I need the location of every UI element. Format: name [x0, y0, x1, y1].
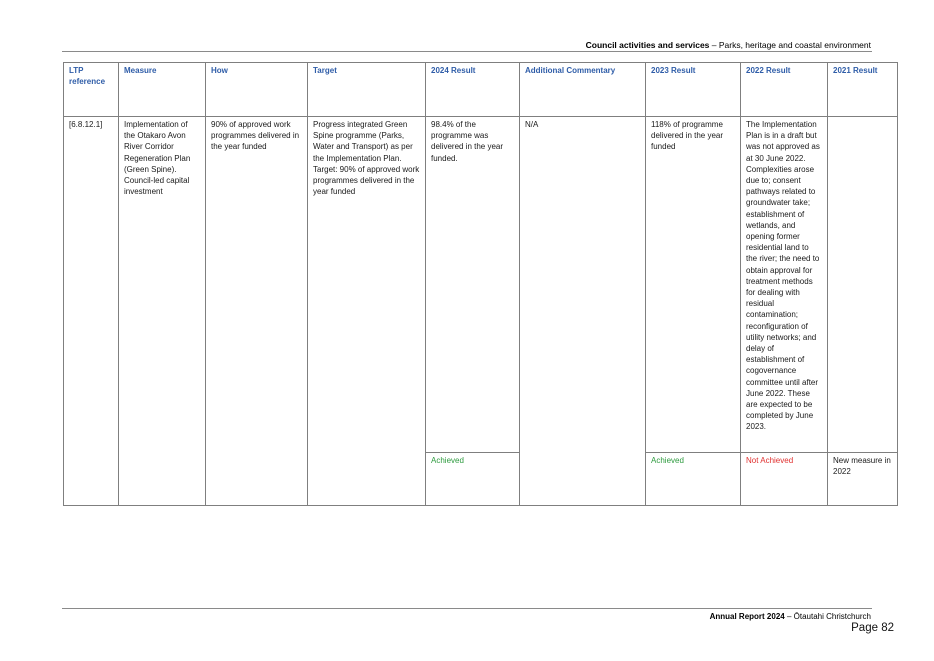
report-city: – Ōtautahi Christchurch [784, 612, 871, 621]
report-footer [330, 612, 871, 621]
header-divider [62, 51, 872, 52]
status-2022: Not Achieved [741, 453, 828, 506]
cell-2021-result [828, 117, 898, 453]
col-header-how: How [206, 63, 308, 117]
cell-2024-result: 98.4% of the programme was delivered in the year funded. [426, 117, 520, 453]
table-header-row [64, 63, 898, 117]
footer-divider [62, 608, 872, 609]
table-row [64, 117, 898, 453]
cell-how: 90% of approved work programmes delivered in the year funded [206, 117, 308, 506]
col-header-2021-result: 2021 Result [828, 63, 898, 117]
col-header-measure: Measure [119, 63, 206, 117]
cell-additional-commentary: N/A [520, 117, 646, 506]
cell-2023-result: 118% of programme delivered in the year funded [646, 117, 741, 453]
cell-2022-result: The Implementation Plan is in a draft but was not approved as at 30 June 2022. Complexities arose due to; consent pathways related to groundwater take; establishment of wetlands, and opening former residential land to the river; the need to obtain approval for treatment methods for dealing with residual contamination; reconfiguration of utility networks; and delay of establishment of cogovernance committee until after June 2022. These are expected to be completed by June 2023. [741, 117, 828, 453]
col-header-ltp-reference: LTP reference [64, 63, 119, 117]
status-2021: New measure in 2022 [828, 453, 898, 506]
section-header-subtitle: – Parks, heritage and coastal environment [709, 40, 871, 50]
col-header-target: Target [308, 63, 426, 117]
cell-measure: Implementation of the Otakaro Avon River Corridor Regeneration Plan (Green Spine). Council-led capital investment [119, 117, 206, 506]
cell-target: Progress integrated Green Spine programme (Parks, Water and Transport) as per the Implementation Plan. Target: 90% of approved work programmes delivered in the year funded [308, 117, 426, 506]
page-number: Page 82 [851, 622, 894, 634]
col-header-2024-result: 2024 Result [426, 63, 520, 117]
cell-ltp-reference: [6.8.12.1] [64, 117, 119, 506]
status-2023: Achieved [646, 453, 741, 506]
section-header-bold: Council activities and services [585, 40, 710, 50]
report-title: Annual Report 2024 [709, 612, 785, 621]
col-header-2023-result: 2023 Result [646, 63, 741, 117]
col-header-additional-commentary: Additional Commentary [520, 63, 646, 117]
status-2024: Achieved [426, 453, 520, 506]
col-header-2022-result: 2022 Result [741, 63, 828, 117]
performance-measures-table [63, 62, 898, 506]
section-header [330, 40, 871, 50]
